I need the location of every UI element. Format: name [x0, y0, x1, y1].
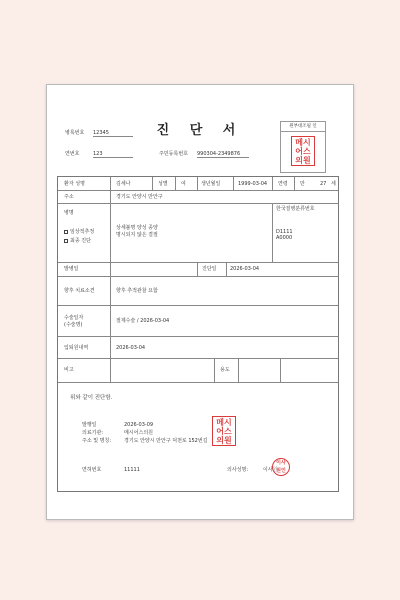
- opinion-label: 향후 치료소견: [64, 288, 95, 294]
- certificate-table: [57, 176, 339, 492]
- diagnosis-2: 명시되지 않은 결절: [116, 232, 158, 238]
- clinical-label: 임상적추정: [70, 229, 95, 235]
- age-value: 27: [320, 181, 327, 187]
- hospital-seal-stamp: 메시 어스 의원: [291, 136, 315, 166]
- checkbox-icon: [64, 239, 68, 243]
- admission-value: 2026-03-04: [116, 345, 146, 351]
- facility-value: 메시어스의원: [124, 430, 153, 436]
- diagnosis-certificate: [46, 84, 354, 520]
- issue-label: 발행일: [82, 422, 97, 428]
- age-label: 연령: [278, 181, 288, 187]
- rrn-value: 990304-2349876: [197, 151, 249, 158]
- facility-seal-stamp: 메시 어스 의원: [212, 416, 236, 446]
- age-prefix: 만: [300, 181, 305, 187]
- patient-name: 김세나: [116, 181, 131, 187]
- footer-address-value: 경기도 안양시 만안구 덕천로 152번길: [124, 438, 208, 444]
- diag-date-value: 2026-03-04: [230, 266, 260, 272]
- issue-date: 2026-03-09: [124, 422, 154, 428]
- opinion-value: 향후 추적관찰 요함: [116, 288, 158, 294]
- footer-address-label: 주소 및 명칭:: [82, 438, 112, 444]
- sex-value: 여: [181, 181, 186, 187]
- surgery-label-2: (수술명): [64, 322, 83, 328]
- approval-label: 원부대조필 인: [281, 122, 325, 132]
- disease-label: 병명: [64, 210, 74, 216]
- doctor-name: 이사원: [263, 467, 278, 473]
- clinical-checkbox[interactable]: [64, 229, 94, 235]
- admission-label: 입퇴원내역: [64, 345, 89, 351]
- document-title: 진 단 서: [156, 123, 244, 138]
- reg-no-value: 12345: [93, 130, 133, 137]
- serial-value: 123: [93, 151, 133, 158]
- rrn-label: 주민등록번호: [159, 151, 188, 157]
- license-value: 11111: [124, 467, 140, 473]
- birth-value: 1999-03-04: [238, 181, 268, 187]
- birth-label: 생년월일: [201, 181, 221, 187]
- serial-label: 연번호: [65, 151, 80, 157]
- doctor-label: 의사성명:: [227, 467, 249, 473]
- sex-label: 성별: [158, 181, 168, 187]
- kcd-2: A0000: [276, 235, 293, 241]
- usage-label: 용도: [220, 367, 230, 373]
- final-label: 최종 진단: [70, 238, 91, 244]
- diag-date-label: 진단일: [202, 266, 217, 272]
- kcd-label: 한국질병분류번호: [276, 206, 315, 212]
- approval-box: [280, 121, 326, 173]
- surgery-value: 절제수술 / 2026-03-04: [116, 318, 170, 324]
- diagnosis-1: 상세불명 양성 종양: [116, 225, 158, 231]
- reg-no-label: 병록번호: [65, 130, 85, 136]
- license-label: 면허번호: [82, 467, 102, 473]
- final-checkbox[interactable]: [64, 238, 91, 244]
- onset-label: 발병일: [64, 266, 79, 272]
- address-value: 경기도 안양시 만안구: [116, 194, 163, 200]
- facility-label: 의료기관:: [82, 430, 104, 436]
- patient-name-label: 환자 성명: [64, 181, 85, 187]
- kcd-1: D1111: [276, 229, 293, 235]
- checkbox-icon: [64, 230, 68, 234]
- statement: 위와 같이 진단함.: [70, 395, 113, 401]
- remarks-label: 비고: [64, 367, 74, 373]
- address-label: 주소: [64, 194, 74, 200]
- surgery-label-1: 수술일자: [64, 315, 84, 321]
- doctor-seal-stamp: 이사 원인: [272, 458, 290, 476]
- age-unit: 세: [331, 181, 336, 187]
